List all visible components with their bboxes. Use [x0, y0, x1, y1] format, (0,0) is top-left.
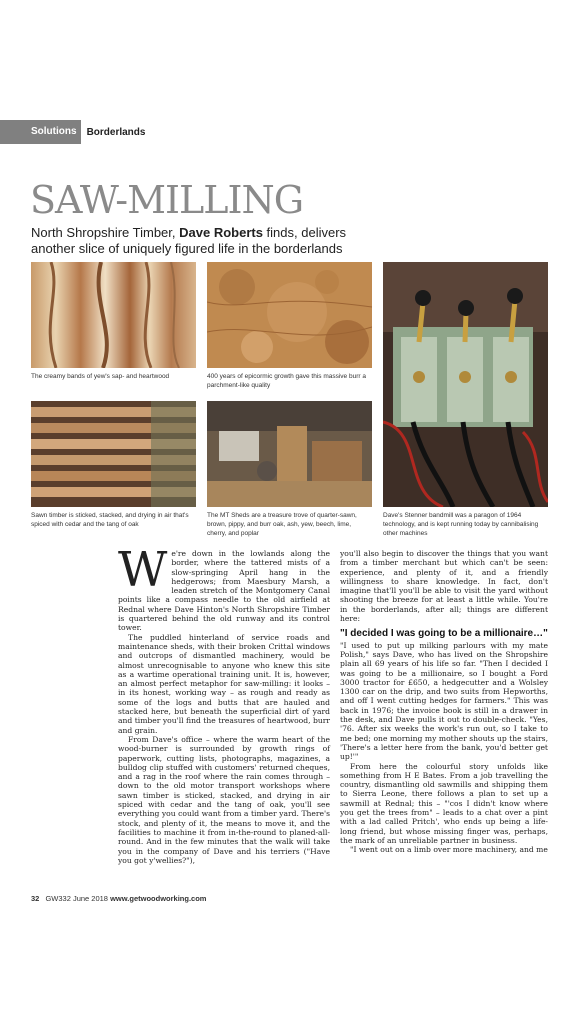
standfirst-pre: North Shropshire Timber, [31, 225, 180, 240]
paragraph-2: The puddled hinterland of service roads and maintenance sheds, with their broken Crittal windows and outcrops of dismantled machinery, would be almost unrecognisable to anyone who knew this site as a wartime operational training unit. It is, however, an almost perfect metaphor for saw-milling: it looks – in its honest, working way – as rough and ready as some of the logs and butts that are hauled and stacked here, but beneath the superficial dirt of yard and timber you'll find the treasures of heartwood, burr and grain. [118, 632, 330, 735]
burr-photo [207, 262, 372, 368]
paragraph-4: you'll also begin to discover the things that you want from a timber merchant but which can't be seen: experience, and plenty of it, and a friendly willingness to share knowledge. In fact, don't imagine that'll you'll be able to visit the yard without shooting the breeze for at least a little while. You're in the borderlands, after all; things are different here: [340, 549, 548, 624]
sticked-timber-photo [31, 401, 196, 507]
burr-caption: 400 years of epicormic growth gave this massive burr a parchment-like quality [207, 373, 366, 389]
headline: SAW-MILLING [30, 178, 304, 222]
page-footer [31, 894, 206, 903]
standfirst [31, 225, 371, 257]
page-number: 32 [31, 894, 40, 903]
bandmill-photo [383, 262, 548, 507]
standfirst-post: finds, delivers another slice of uniquely figured life in the borderlands [31, 225, 347, 256]
yew-caption: The creamy bands of yew's sap- and heartwood [31, 373, 170, 380]
section-sublabel: Borderlands [86, 126, 146, 138]
body-column-right [340, 549, 548, 855]
sticked-caption: Sawn timber is sticked, stacked, and drying in air that's spiced with cedar and the tang of oak [31, 512, 189, 528]
sheds-caption: The MT Sheds are a treasure trove of quarter-sawn, brown, pippy, and burr oak, ash, yew, beech, lime, cherry, and poplar [207, 512, 357, 537]
paragraph-3: From Dave's office – where the warm heart of the wood-burner is surrounded by growth rings of paperwork, cutting lists, photographs, magazines, a bulldog clip stuffed with customers' returned cheques, and a rag in the roof where the rain comes through – down to the old motor transport workshops where sawn timber is sticked, stacked, and drying in air spiced with cedar and the tang of oak, you'll see everything you could want from a timber yard. There's stock, and plenty of it, the means to move it, and the facilities to machine it from in-the-round to planed-all-round. And in the few minutes that the walk will take you in the company of Dave and his terriers ("Have you got y'wellies?"), [118, 734, 330, 865]
website-link[interactable]: www.getwoodworking.com [110, 894, 207, 903]
body-column-left [118, 542, 330, 865]
issue-info: GW332 June 2018 [45, 894, 108, 903]
paragraph-5: "I used to put up milking parlours with my mate Polish," says Dave, who has lived on the Shropshire plain all 69 years of his life so far. "Then I decided I was going to be a millionaire, so I bought a Ford 3000 tractor for £650, a hedgecutter and a Wolsley 1300 car on the drip, and two suits from Hepworths, and off I went cutting hedges for farmers." This was back in 1976; the invoice book is still in a drawer in the desk, and Dave pulls it out to double-check. "Yes, '76. After six weeks the work's run out, so I take to me bed; one morning my mother shouts up the stairs, 'There's a letter here from the bank, you'd better get up!'" [340, 640, 548, 762]
sheds-photo [207, 401, 372, 507]
yew-photo [31, 262, 196, 368]
section-tag [0, 120, 145, 144]
paragraph-6: From here the colourful story unfolds like something from H E Bates. From a job travelling the country, dismantling old sawmills and shipping them to Sierra Leone, there follows a plan to set up a sawmill at Rednal; this – "'cos I didn't know where you get the trees from" – leads to a chat over a pint with a lad called Pritch', who ends up being a life-long friend, but whose missing finger was, perhaps, the mark of an unreliable partner in business. [340, 761, 548, 845]
section-label: Solutions [0, 120, 81, 144]
paragraph-7: "I went out on a limb over more machinery, and me [350, 845, 548, 855]
bandmill-caption: Dave's Stenner bandmill was a paragon of 1964 technology, and is kept running today by cannibalising other machines [383, 512, 539, 537]
standfirst-name: Dave Roberts [179, 225, 263, 240]
crosshead: "I decided I was going to be a millionaire…" [340, 628, 548, 640]
drop-cap: W [118, 542, 168, 598]
paragraph-1: We're down in the lowlands along the border, where the tattered mists of a slow-springing April hang in the hedgerows; from Maesbury Marsh, a leaden stretch of the Montgomery Canal points like a compass needle to the old airfield at Rednal where Dave Hinton's North Shropshire Timber is quartered behind the old runway and its control tower. [118, 542, 330, 633]
